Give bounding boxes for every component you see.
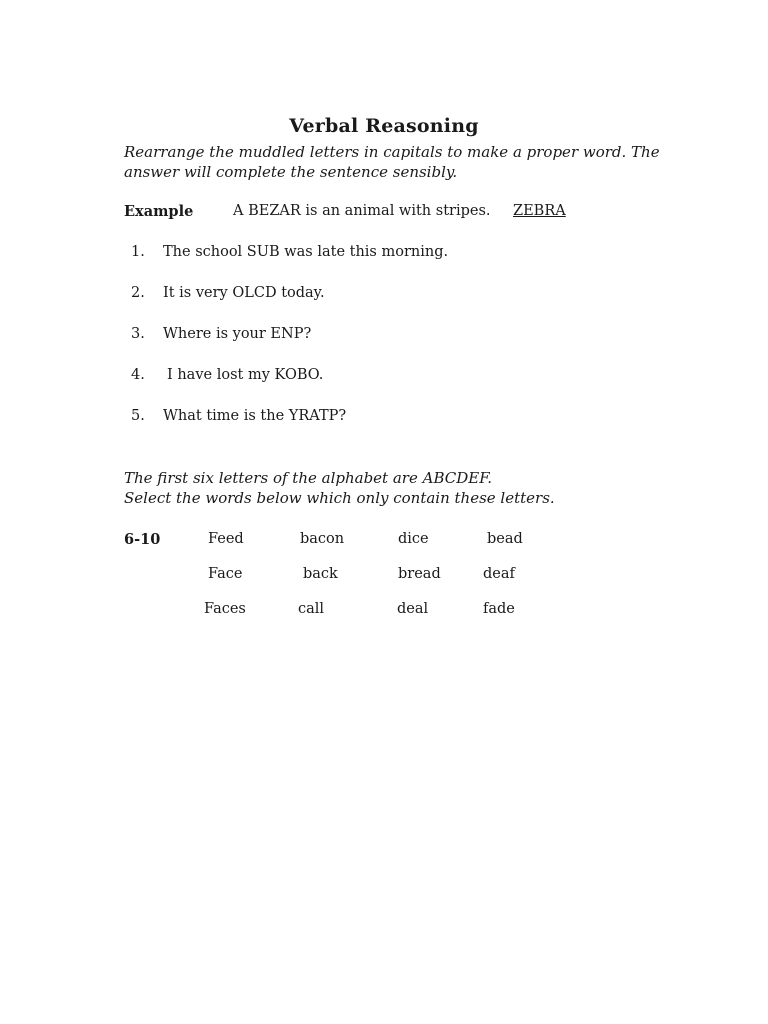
question-item: [0, 244, 768, 264]
word-option: bacon: [300, 531, 345, 547]
instruction-line: Rearrange the muddled letters in capitals to make a proper word. The: [124, 143, 660, 161]
question-item: [0, 367, 768, 387]
example-label: Example: [124, 203, 194, 220]
word-option: deal: [397, 601, 429, 617]
example-row: [0, 203, 768, 223]
question-text: What time is the YRATP?: [163, 408, 347, 424]
question-text: It is very OLCD today.: [163, 285, 325, 301]
question-number: 1.: [131, 244, 145, 260]
word-option: bead: [487, 531, 523, 547]
rearrange-instructions: [124, 142, 660, 182]
instruction-line: The first six letters of the alphabet are ABCDEF.: [124, 469, 493, 487]
question-number: 3.: [131, 326, 145, 342]
question-text: Where is your ENP?: [163, 326, 312, 342]
question-item: [0, 285, 768, 305]
instruction-line: answer will complete the sentence sensibly.: [124, 163, 458, 181]
word-option: call: [298, 601, 325, 617]
instruction-line: Select the words below which only contain these letters.: [124, 489, 555, 507]
question-item: [0, 326, 768, 346]
example-sentence: A BEZAR is an animal with stripes.: [233, 203, 491, 219]
word-grid-label: 6-10: [124, 531, 161, 548]
word-option: fade: [483, 601, 515, 617]
question-text: I have lost my KOBO.: [167, 367, 324, 383]
question-item: [0, 408, 768, 428]
example-answer: ZEBRA: [513, 203, 566, 219]
word-option: Faces: [204, 601, 246, 617]
question-number: 5.: [131, 408, 145, 424]
word-option: bread: [398, 566, 441, 582]
alphabet-instructions: [124, 468, 644, 508]
word-option: Face: [208, 566, 243, 582]
question-number: 2.: [131, 285, 145, 301]
word-option: deaf: [483, 566, 515, 582]
word-option: dice: [398, 531, 429, 547]
question-text: The school SUB was late this morning.: [163, 244, 449, 260]
word-option: back: [303, 566, 338, 582]
question-number: 4.: [131, 367, 145, 383]
word-option: Feed: [208, 531, 244, 547]
page-title: Verbal Reasoning: [289, 115, 479, 137]
